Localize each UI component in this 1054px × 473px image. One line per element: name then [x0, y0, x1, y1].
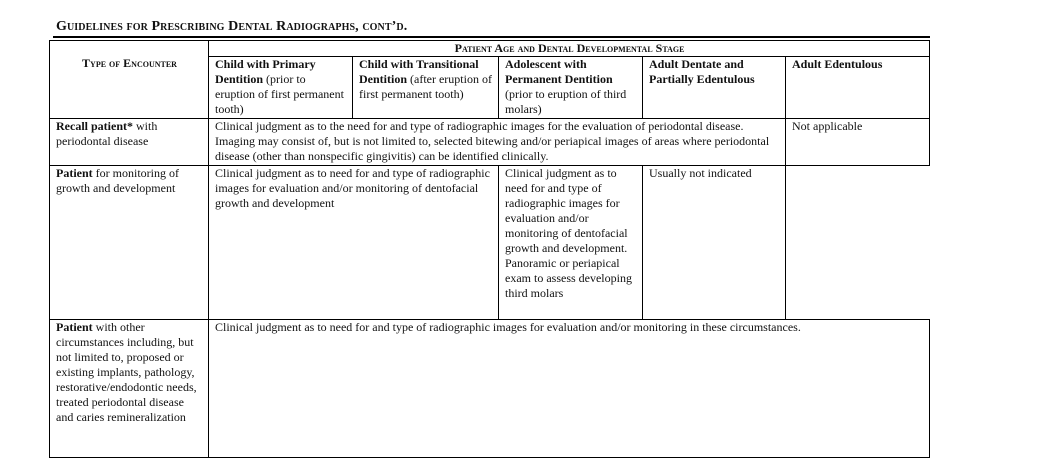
encounter-cell	[50, 320, 209, 458]
recommendation-cell	[499, 166, 643, 320]
stage-header: Patient Age and Dental Developmental Stage	[209, 41, 930, 57]
page-title: Guidelines for Prescribing Dental Radiographs, cont’d.	[56, 19, 408, 34]
column-header-adult-edentulous	[786, 57, 930, 119]
title-underline	[53, 36, 930, 38]
encounter-column-header: Type of Encounter	[50, 41, 209, 119]
encounter-text: with other circumstances including, but not limited to, proposed or existing implants, pathology, restorative/endodontic needs, treated periodontal disease and caries remineralization	[56, 320, 197, 424]
encounter-bold: Patient	[56, 320, 93, 334]
table-row	[50, 119, 930, 166]
column-header-primary	[209, 57, 353, 119]
guidelines-table	[49, 40, 930, 458]
table-header-row	[50, 41, 930, 57]
encounter-bold: Recall patient*	[56, 119, 133, 133]
recommendation-cell: Clinical judgment as to need for and type of radiographic images for evaluation and/or monitoring of dentofacial growth and development	[209, 166, 499, 320]
column-header-adolescent	[499, 57, 643, 119]
empty-cell	[786, 166, 930, 320]
table-row	[50, 320, 930, 458]
column-name: Child with Transitional Dentition	[359, 57, 479, 86]
recommendation-cell: Not applicable	[786, 119, 930, 166]
encounter-bold: Patient	[56, 166, 93, 180]
encounter-cell	[50, 166, 209, 320]
recommendation-text: Panoramic or periapical exam to assess developing third molars	[505, 256, 632, 300]
column-header-adult-dentate	[643, 57, 786, 119]
column-header-transitional	[353, 57, 499, 119]
recommendation-cell: Clinical judgment as to need for and type of radiographic images for evaluation and/or monitoring in these circumstances.	[209, 320, 930, 458]
column-name: Child with Primary Dentition	[215, 57, 316, 86]
encounter-text: with periodontal disease	[56, 119, 158, 148]
column-detail: (prior to eruption of third molars)	[505, 87, 627, 116]
column-name: Adult Edentulous	[792, 57, 883, 71]
column-name: Adult Dentate and Partially Edentulous	[649, 57, 755, 86]
column-name: Adolescent with Permanent Dentition	[505, 57, 613, 86]
column-detail: (prior to eruption of first permanent tooth)	[215, 72, 344, 116]
encounter-text: for monitoring of growth and development	[56, 166, 179, 195]
recommendation-cell: Clinical judgment as to the need for and type of radiographic images for the evaluation of periodontal disease. Imaging may consist of, but is not limited to, selected bitewing and/or periapical images of areas where periodontal disease (other than nonspecific gingivitis) can be identified clinically.	[209, 119, 786, 166]
recommendation-cell: Usually not indicated	[643, 166, 786, 320]
recommendation-text: Clinical judgment as to need for and type of radiographic images for evaluation and/or monitoring of dentofacial growth and development.	[505, 166, 628, 255]
table-row	[50, 166, 930, 320]
encounter-cell	[50, 119, 209, 166]
column-detail: (after eruption of first permanent tooth)	[359, 72, 492, 101]
